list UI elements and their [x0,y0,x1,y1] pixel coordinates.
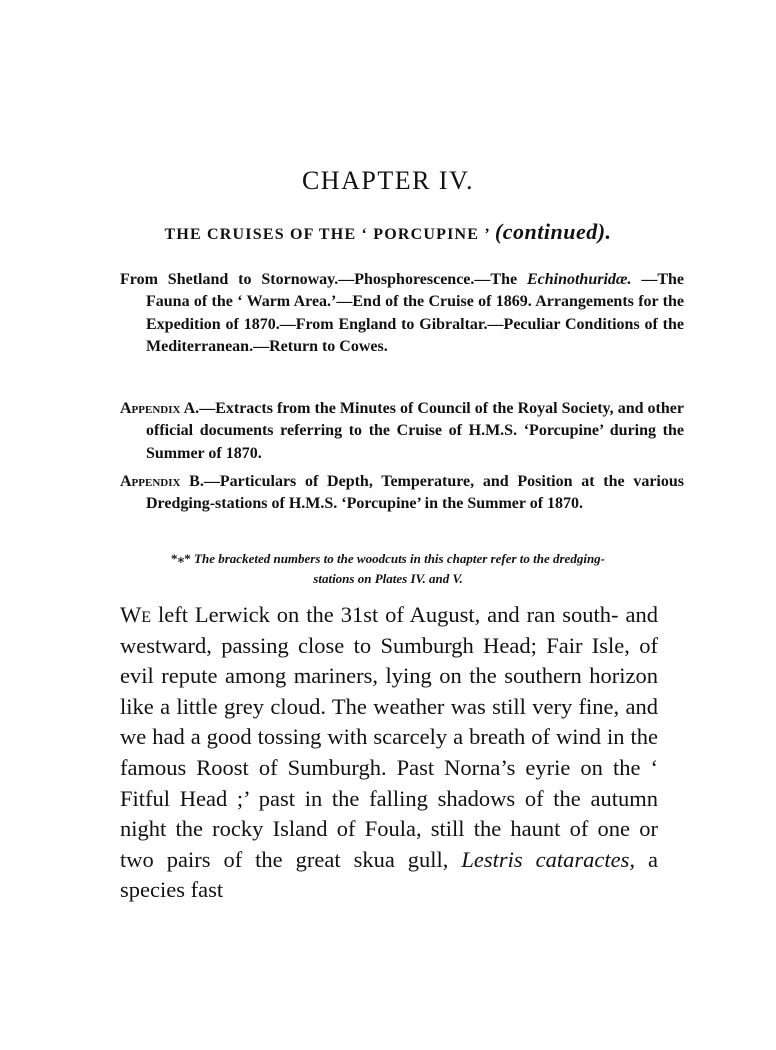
chapter-summary [120,269,684,358]
footnote-line-1: The bracketed numbers to the woodcuts in this chapter refer to the dredging- [190,551,606,566]
asterism: *⁎* [170,551,191,566]
appendix-a [120,398,684,465]
summary-italic-term: Echinothuridæ. [526,271,632,288]
drop-cap-word: We [120,602,152,627]
appendix-a-label: Appendix A. [120,400,200,417]
body-text-a: left Lerwick on the 31st of August, and ran south- and westward, passing close to Sumburgh Head; Fair Isle, of evil repute among mariners, lying on the southern horizon like a little grey cloud. The weather was still very fine, and we had a good tossing with scarcely a breath of wind in the famous Roost of Sumburgh. Past Norna’s eyrie on the ‘ Fitful Head ;’ past in the falling shadows of the autumn night the rocky Island of Foula, still the haunt of one or two pairs of the great skua gull, [120,602,658,872]
appendix-a-text: —Extracts from the Minutes of Council of the Royal Society, and other official documents referring to the Cruise of H.M.S. ‘Porcupine’ during the Summer of 1870. [146,400,684,462]
body-text-b: a species fast [120,846,658,903]
subtitle-continued: (continued). [494,219,612,244]
appendix-b-text: —Particulars of Depth, Temperature, and Position at the various Dredging-stations of H.M.S. ‘Porcupine’ in the Summer of 1870. [146,473,684,513]
subtitle-main: THE CRUISES OF THE ‘ PORCUPINE ’ [164,226,490,243]
footnote-line-2: stations on Plates IV. and V. [313,571,463,586]
chapter-heading: CHAPTER IV. [301,166,475,195]
body-paragraph [120,600,658,906]
footnote [118,549,658,589]
appendix-b-label: Appendix B. [120,473,204,490]
species-name: Lestris cataractes, [461,846,636,872]
appendix-b [120,471,684,516]
summary-part1: From Shetland to Stornoway.—Phosphorescence.—The [120,271,527,288]
chapter-subtitle [0,219,776,245]
summary-part2: —The Fauna of the ‘ Warm Area.’—End of the Cruise of 1869. Arrangements for the Expedition of 1870.—From England to Gibraltar.—Peculiar Conditions of the Mediterranean.—Return to Cowes. [146,271,685,355]
